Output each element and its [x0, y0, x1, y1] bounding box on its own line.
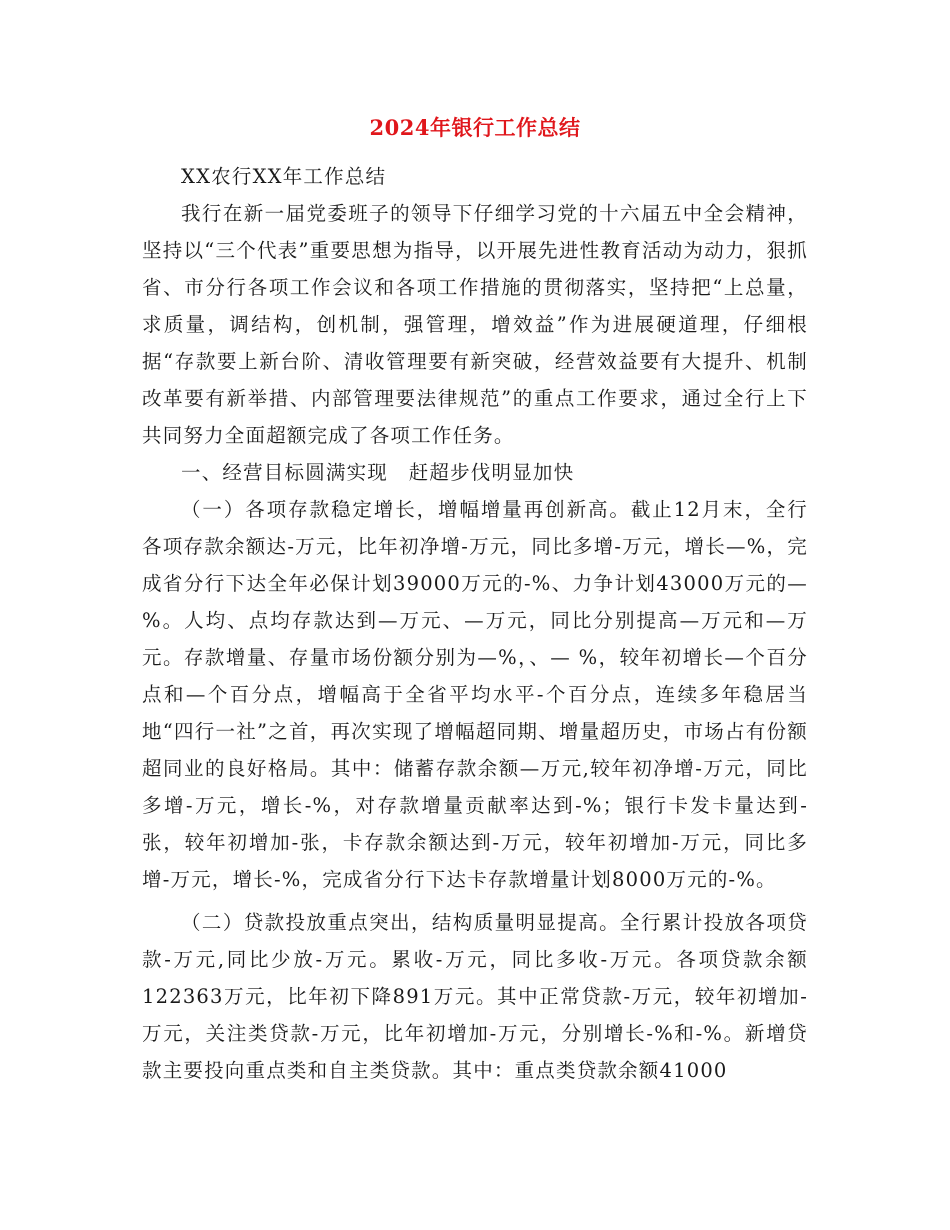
section-heading-1: 一、经营目标圆满实现 赶超步伐明显加快: [181, 461, 575, 484]
paragraph-subtitle: XX农行XX年工作总结: [181, 165, 387, 188]
document-title: 2024年银行工作总结: [369, 115, 581, 140]
document-body: [142, 158, 808, 1089]
paragraph-intro: 我行在新一届党委班子的领导下仔细学习党的十六届五中全会精神，坚持以“三个代表”重要思想为指导，以开展先进性教育活动为动力，狠抓省、市分行各项工作会议和各项工作措施的贯彻落实，坚持把“上总量，求质量，调结构，创机制，强管理，增效益”作为进展硬道理，仔细根据“存款要上新台阶、清收管理要有新突破，经营效益要有大提升、机制改革要有新举措、内部管理要法律规范”的重点工作要求，通过全行上下共同努力全面超额完成了各项工作任务。: [142, 202, 808, 447]
paragraph-loans: （二）贷款投放重点突出，结构质量明显提高。全行累计投放各项贷款-万元,同比少放-万元。累收-万元，同比多收-万元。各项贷款余额122363万元，比年初下降891万元。其中正常贷款-万元，较年初增加-万元，关注类贷款-万元，比年初增加-万元，分别增长-%和-%。新增贷款主要投向重点类和自主类贷款。其中：重点类贷款余额41000: [142, 911, 808, 1082]
paragraph-deposits: （一）各项存款稳定增长，增幅增量再创新高。截止12月末，全行各项存款余额达-万元，比年初净增-万元，同比多增-万元，增长—%，完成省分行下达全年必保计划39000万元的-%、力争计划43000万元的—%。人均、点均存款达到—万元、—万元，同比分别提高—万元和—万元。存款增量、存量市场份额分别为—%，、— %，较年初增长—个百分点和—个百分点，增幅高于全省平均水平-个百分点，连续多年稳居当地“四行一社”之首，再次实现了增幅超同期、增量超历史，市场占有份额超同业的良好格局。其中：储蓄存款余额—万元,较年初净增-万元，同比多增-万元，增长-%，对存款增量贡献率达到-%；银行卡发卡量达到-张，较年初增加-张，卡存款余额达到-万元，较年初增加-万元，同比多增-万元，增长-%，完成省分行下达卡存款增量计划8000万元的-%。: [142, 498, 808, 891]
